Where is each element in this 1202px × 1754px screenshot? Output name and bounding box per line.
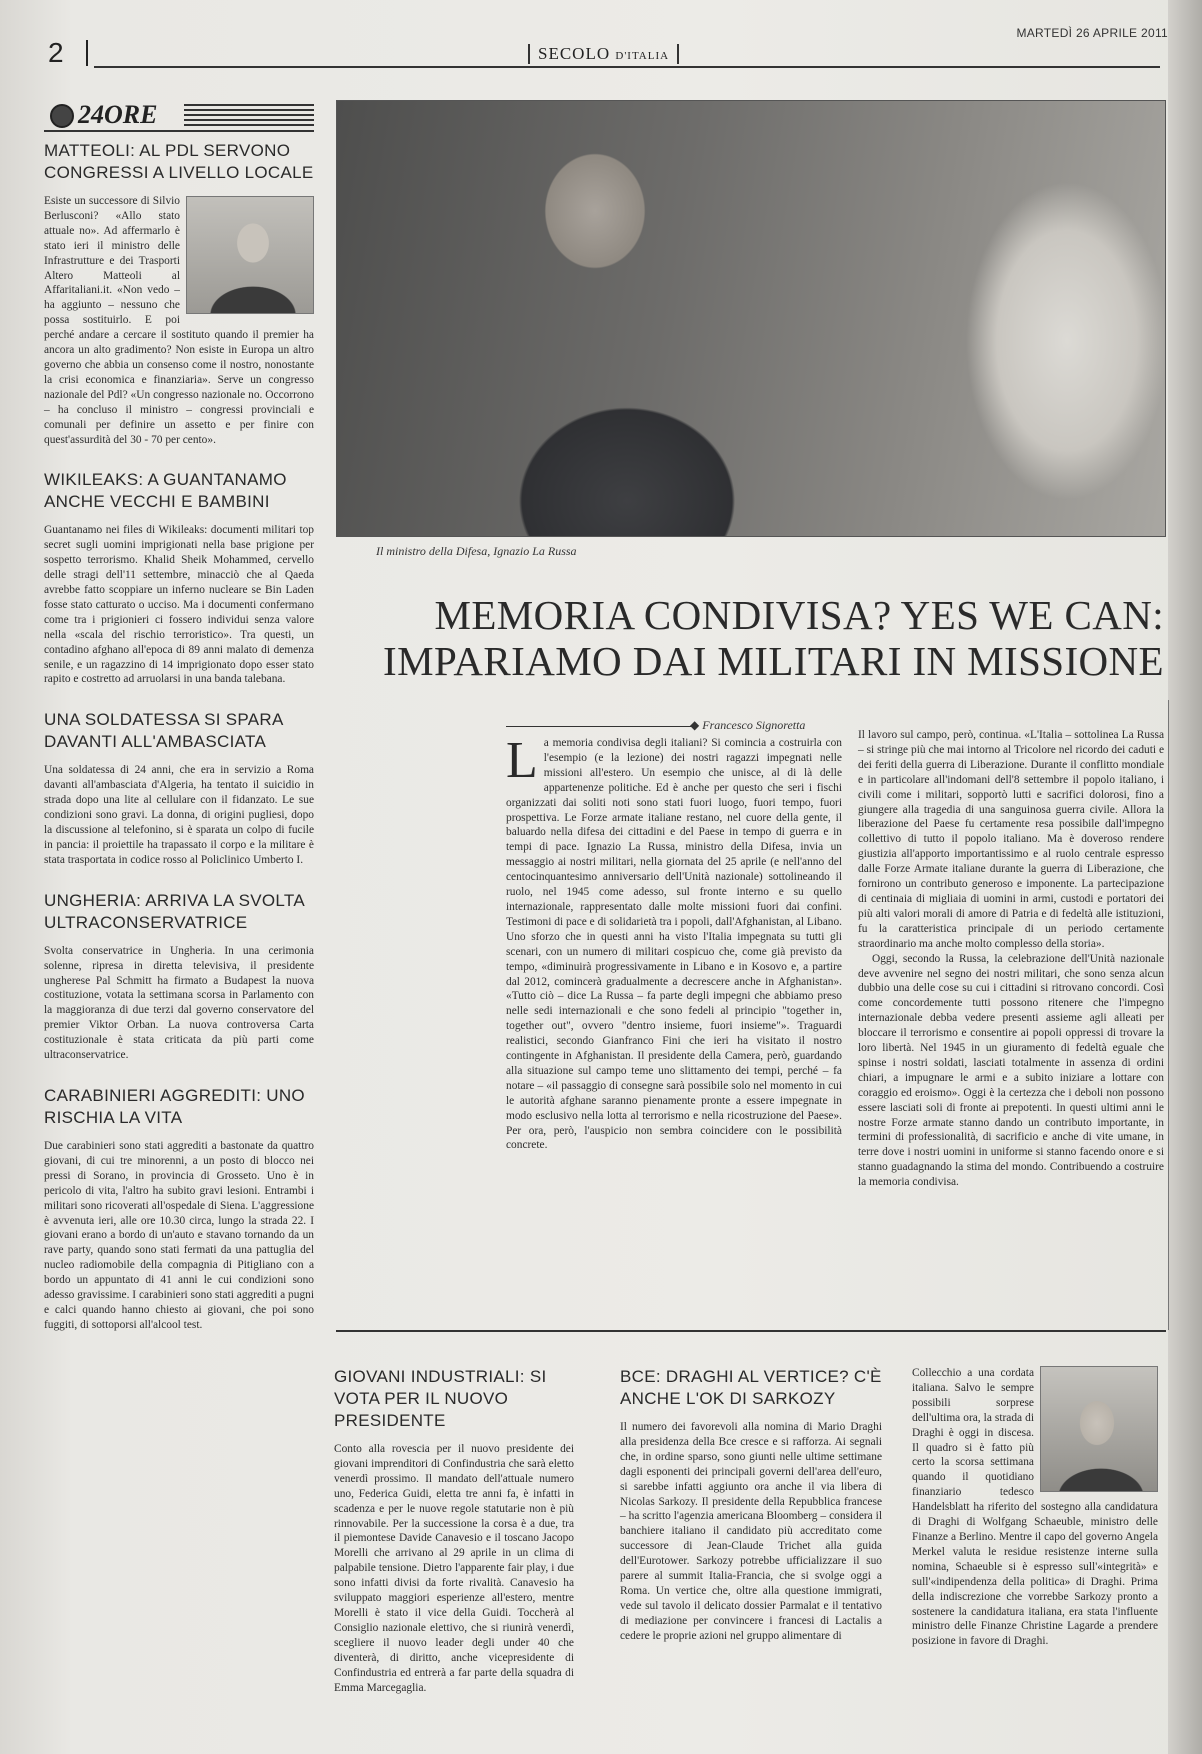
- article-column-1: [506, 732, 842, 1153]
- bottom-item-continued: [912, 1366, 1158, 1649]
- news-item-title: WIKILEAKS: A GUANTANAMO ANCHE VECCHI E BAMBINI: [44, 470, 287, 512]
- page-edge: [1168, 0, 1202, 1754]
- masthead: [48, 28, 1168, 68]
- article-frame-bottom: [336, 1330, 1166, 1332]
- byline: ◆ Francesco Signoretta: [690, 718, 806, 732]
- issue-date: MARTEDÌ 26 APRILE 2011: [1016, 26, 1168, 40]
- news-item-text: Due carabinieri sono stati aggrediti a bastonate da quattro giovani, di cui tre minorenni, a un posto di blocco nei pressi di Sorano, in provincia di Grosseto. Uno è in pericolo di vita, l'altro ha subito gravi lesioni. Entrambi i militari sono ricoverati all'ospedale di Siena. L'aggressione è avvenuta ieri, alle ore 10.30 circa, lungo la strada 22. I giovani erano a bordo di un'auto e stavano tornando da un rave party, quando sono stati fermati da una pattuglia del nucleo radiomobile della compagnia di Pitigliano con a bordo un appuntato di 41 anni le cui condizioni sono adesso gravissime. I carabinieri sono stati aggrediti a pugni e calci quando hanno chiesto ai giovani, che poi sono fuggiti, di sottoporsi all'alcool test.: [44, 1139, 314, 1331]
- news-item: [44, 469, 314, 687]
- bottom-item-body: [912, 1366, 1158, 1649]
- article-paragraph: Oggi, secondo la Russa, la celebrazione dell'Unità nazionale deve avvenire nel segno dei nostri militari, che sono senza alcun dubbio una delle cose su cui i cittadini si ritrovano concordi. Così come concordemente tutti possono ritenere che l'impegno internazionale debba vedere presenti assieme agli alleati per bloccare il terrorismo e consentire ai popoli oppressi di trovare la loro libertà. Nel 1945 in un giuramento di fedeltà eguale che spinse i nostri soldati, lasciati totalmente in assenza di ordini chiari, a impugnare le armi e a subito iniziare a lottare con coraggio ed eroismo». Oggi è la certezza che i deboli non possono essere lasciati soli di fronte ai prepotenti. In questi ultimi anni le nostre Forze armate stanno dando un contributo importante, in termini di professionalità, di sacrificio e anche di vite umane, in terre dove i nostri uomini in uniforme si stanno facendo onore e si stanno guadagnando la stima del mondo. Contribuendo a costruire la memoria condivisa.: [858, 952, 1164, 1189]
- news-item-title: UNA SOLDATESSA SI SPARA DAVANTI ALL'AMBASCIATA: [44, 710, 283, 752]
- bottom-item-text: Collecchio a una cordata italiana. Salvo le sempre possibili sorprese dell'ultima ora, la strada di Draghi è oggi in discesa. Il quadro si è fatto più certo la scorsa settimana quando il quotidiano finanziario tedesco Handelsblatt ha riferito del sostegno alla candidatura di Draghi di Wolfgang Schaeuble, ministro delle Finanze a Berlino. Mentre il capo del governo Angela Merkel valuta le residue resistenze interne sulla nomina, Schaeuble si è espresso sull'«integrità» e sull'«indipendenza della politica» di Draghi. Prima della indiscrezione che vorrebbe Sarkozy pronto a sostenere la candidatura italiana, era stata l'influente ministro delle Finanze Christine Lagarde a prendere posizione in favore di Draghi.: [912, 1367, 1158, 1648]
- news-item-text: Una soldatessa di 24 anni, che era in servizio a Roma davanti all'ambasciata d'Algeria, ha tentato il suicidio in strada dopo una lite al cellulare con il fidanzato. Le sue condizioni sono gravi. La donna, di origini pugliesi, dopo la discussione al telefonino, si è sparata un colpo di fucile in pancia: il proiettile ha trapassato il corpo e la militare è stata trasportata in codice rosso al Policlinico Umberto I.: [44, 764, 314, 866]
- masthead-rule: [94, 66, 1160, 68]
- news-item-text: Svolta conservatrice in Ungheria. In una cerimonia solenne, ripresa in diretta televisiva, il presidente ungherese Pal Schmitt ha firmato a Budapest la nuova costituzione, votata la settimana scorsa in Parlamento con la maggioranza di due terzi dal governo conservatore del premier Viktor Orban. La nuova controversa Carta costituzionale è stata criticata da più parti come ultraconservatrice.: [44, 944, 314, 1062]
- bottom-item-title: GIOVANI INDUSTRIALI: SI VOTA PER IL NUOVO PRESIDENTE: [334, 1367, 547, 1430]
- news-item-title: CARABINIERI AGGREDITI: UNO RISCHIA LA VITA: [44, 1085, 305, 1127]
- byline-rule: [506, 726, 692, 727]
- bottom-item: [620, 1366, 882, 1644]
- news-item: [44, 1085, 314, 1333]
- newspaper-title: [528, 44, 679, 64]
- news-item-text: Guantanamo nei files di Wikileaks: documenti militari top secret sugli uomini imprigionati nella base prigione per sospetto terrorismo. Khalid Sheik Mohammed, cervello delle stragi dell'11 settembre, minacciò che al Qaeda avrebbe fatto scoppiare un inferno nucleare se Bin Laden fosse stato catturato o ucciso. Ma i documenti confermano come tra i prigionieri ci fossero individui senza valore nella «scala del rischio terroristico». Tra questi, un contadino afghano all'epoca di 89 anni malato di demenza senile, e un ragazzino di 14 imprigionato dopo esser stato rapito e costretto ad arruolarsi in una banda talebana.: [44, 524, 314, 686]
- header-stripes: [184, 104, 314, 128]
- main-headline: [354, 592, 1164, 684]
- news-column-header: [44, 100, 314, 132]
- newspaper-title-small: D'ITALIA: [615, 50, 670, 62]
- article-column-2: [858, 728, 1164, 1190]
- la-russa-photo: [336, 100, 1166, 537]
- bottom-item-title: BCE: DRAGHI AL VERTICE? C'È ANCHE L'OK DI SARKOZY: [620, 1367, 882, 1408]
- news-item: [44, 140, 314, 447]
- headline-line: IMPARIAMO DAI MILITARI IN MISSIONE: [383, 638, 1164, 684]
- article-paragraph: a memoria condivisa degli italiani? Si comincia a costruirla con l'esempio (e la lezione) dei nostri ragazzi impegnati nelle missioni all'estero. Un esempio che unisce, al di là delle appartenenze politiche. Ed è anche per questo che seri i fischi organizzati dai soliti noti sono stati fuori luogo, fuori tempo, fuori prospettiva. Le Forze armate italiane restano, nel cuore della gente, il baluardo nella difesa dei cittadini e del Paese in tempo di guerra e in tempi di pace. Ignazio La Russa, ministro della Difesa, invia un messaggio ai nostri militari, nella giornata del 25 aprile (e nell'anno del centocinquantesimo anniversario dell'Unità nazionale) sottolineando il ruolo, nel 1945 come adesso, sul fronte interno e su quello internazionale, rappresentato dalle molte missioni fuori dai confini. Testimoni di pace e di solidarietà tra i popoli, dall'Afghanistan, al Libano. Uno sforzo che in questi anni ha visto l'Italia impegnata su tutti gli scenari, con un numero di militari cospicuo che, come già previsto da tempo, «diminuirà progressivamente in Libano e in Kosovo e, a partire dal 2012, comincerà gradualmente a decrescere anche in Afghanistan». «Tutto ciò – dice La Russa – fa parte degli impegni che abbiamo preso nelle sedi internazionali e che sono fedeli al principio "together in, together out", ovvero "dentro insieme, fuori insieme"». Traguardi realistici, secondo Gianfranco Fini che ieri ha visitato il nostro contingente in Afghanistan. Il presidente della Camera, però, guardando alla situazione sul campo teme uno slittamento dei tempi, perché – fa notare – «il passaggio di consegne sarà possibile solo nel momento in cui le autorità afghane saranno pienamente pronte a essere impegnate in modo esclusivo nella lotta al terrorismo e nella ricostruzione del Paese». Per ora, però, l'auspicio non sembra coincidere con le possibilità concrete.: [506, 737, 842, 1152]
- news-item-text: Esiste un successore di Silvio Berlusconi? «Allo stato attuale no». Ad affermarlo è stato ieri il ministro delle Infrastrutture e dei Trasporti Altero Matteoli al Affaritaliani.it. «Non vedo – ha aggiunto – nessuno che possa sostituirlo. E poi perché andare a cercare il sostituto quando il premier ha ancora un alto gradimento? Non esiste in Europa un altro governo che abbia un consenso come il nostro, nonostante la crisi economica e finanziaria». Serve un congresso nazionale del Pdl? «Un congresso nazionale no. Occorrono – ha concluso il ministro – congressi provinciali e comunali per definire un assetto e per finire con quest'assurdità del 30 - 70 per cento».: [44, 195, 314, 446]
- news-column: [44, 100, 314, 1750]
- page-number: 2: [48, 40, 88, 66]
- news-item-title: UNGHERIA: ARRIVA LA SVOLTA ULTRACONSERVATRICE: [44, 890, 305, 932]
- news-item-body: [44, 944, 314, 1063]
- news-item: [44, 709, 314, 867]
- bottom-item: [334, 1366, 574, 1695]
- news-item-body: [44, 523, 314, 687]
- drop-cap: L: [506, 732, 538, 789]
- news-item-body: [44, 763, 314, 867]
- article-frame-side: [1168, 700, 1169, 1330]
- news-item: [44, 890, 314, 1063]
- news-item-body: [44, 194, 314, 447]
- newspaper-title-main: SECOLO: [538, 44, 611, 63]
- news-column-logo: 24ORE: [78, 100, 158, 129]
- photo-caption: Il ministro della Difesa, Ignazio La Russa: [376, 544, 577, 558]
- clock-icon: [50, 104, 74, 128]
- news-item-body: [44, 1139, 314, 1333]
- headline-line: MEMORIA CONDIVISA? YES WE CAN:: [434, 592, 1164, 638]
- bottom-item-text: Il numero dei favorevoli alla nomina di Mario Draghi alla presidenza della Bce cresce e si rafforza. Ai segnali che, in ordine sparso, sono giunti nelle ultime settimane dagli esponenti dei principali governi dell'area dell'euro, si sarebbe infatti aggiunto ora anche il via libera di Nicolas Sarkozy. Il presidente della Repubblica francese – ha scritto l'agenzia americana Bloomberg – considera il banchiere italiano il candidato più accreditato come successore di Jean-Claude Trichet alla guida dell'Eurotower. Sarkozy potrebbe ufficializzare il suo parere al summit Italia-Francia, che si svolge oggi a Roma. Un vertice che, oltre alla questione immigrati, vede sul tavolo il delicato dossier Parmalat e il tentativo di mediazione per convincere i francesi di Lactalis a cedere le proprie azioni nel gruppo alimentare di: [620, 1421, 882, 1642]
- author-name: Francesco Signoretta: [702, 718, 806, 732]
- news-item-title: MATTEOLI: AL PDL SERVONO CONGRESSI A LIVELLO LOCALE: [44, 141, 314, 182]
- matteoli-photo: [186, 196, 314, 314]
- article-paragraph: Il lavoro sul campo, però, continua. «L'Italia – sottolinea La Russa – si stringe più che mai intorno al Tricolore nel ricordo dei caduti e dei feriti della guerra di Liberazione. Durante il conflitto mondiale e in particolare all'indomani dell'8 settembre il popolo italiano, i civili come i militari, sopportò lutti e sacrifici dolorosi, fino a giungere alla tragedia di una sanguinosa guerra civile. Allora la liberazione del Paese fu certamente resa possibile dall'impegno collettivo di tutto il popolo italiano. Ma è doveroso rendere giustizia all'apporto importantissimo e al ruolo centrale espresso dalle Forze Armate italiane durante la guerra di Liberazione, che fornirono un contributo generoso e imponente. La partecipazione di centinaia di migliaia di uomini in armi, custodi e portatori dei più alti valori morali di amore di Patria e di fedeltà alle istituzioni, fu la caratteristica principale di un periodo certamente straordinario ma anche molto complesso della storia».: [858, 729, 1164, 950]
- bottom-item-text: Conto alla rovescia per il nuovo presidente dei giovani imprenditori di Confindustria che sarà eletto venerdì prossimo. Il mandato dell'attuale numero uno, Federica Guidi, eletta tre anni fa, è infatti in scadenza e per le nuove regole statutarie non è più rinnovabile. Per la successione la corsa è a due, tra il piemontese Davide Canavesio e il toscano Jacopo Morelli che arrivano al 29 aprile in un clima di palpabile tensione. Dietro l'apparente fair play, i due sono infatti divisi da forte rivalità. Canavesio ha sviluppato maggiori esperienze all'estero, mentre Morelli è stato il vice della Guidi. Toccherà al Consiglio nazionale elettivo, che si riunirà venerdì, scegliere il nuovo leader degli under 40 che diventerà, di diritto, anche vicepresidente di Confindustria ed entrerà a far parte della squadra di Emma Marcegaglia.: [334, 1443, 574, 1694]
- bottom-item-body: [334, 1442, 574, 1695]
- draghi-photo: [1040, 1366, 1158, 1492]
- bottom-item-body: [620, 1420, 882, 1644]
